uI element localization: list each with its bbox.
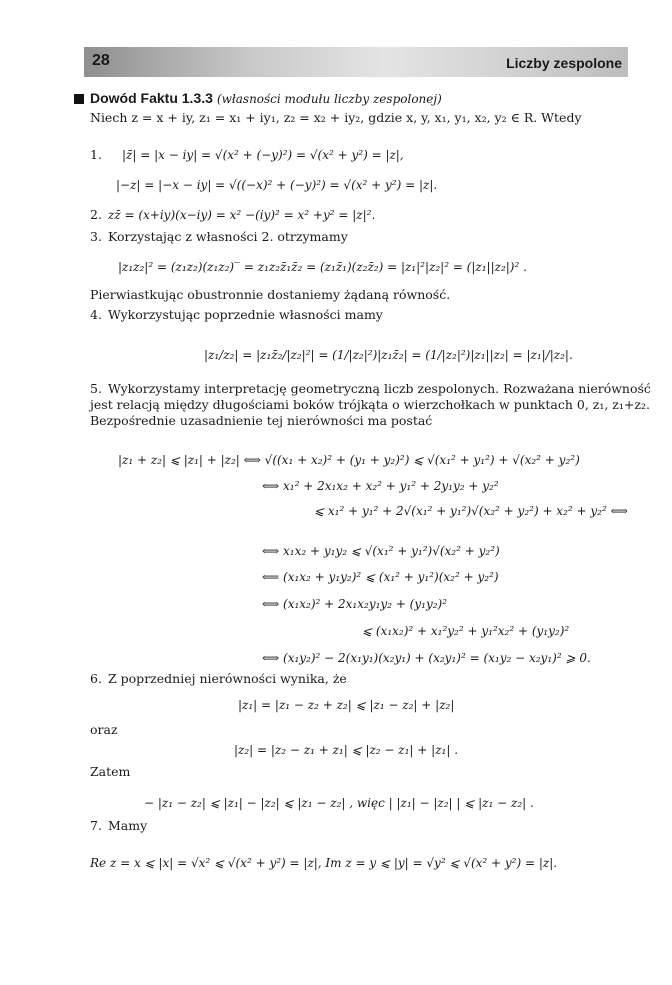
item-number: 5. [90,381,102,396]
equation: |z₁| = |z₁ − z₂ + z₂| ⩽ |z₁ − z₂| + |z₂| [238,698,455,712]
item-number: 1. [90,147,102,162]
proof-title: Dowód Faktu 1.3.3 (własności modułu liczby zespolonej) [90,90,442,106]
item-number: 6. [90,671,102,686]
paragraph: Pierwiastkując obustronnie dostaniemy żądaną równość. [90,287,451,302]
equation: |z₁/z₂| = |z₁z̄₂/|z₂|²| = (1/|z₂|²)|z₁z̄₂| = (1/|z₂|²)|z₁||z₂| = |z₁|/|z₂|. [204,348,573,362]
equation: ⟸ (x₁x₂ + y₁y₂)² ⩽ (x₁² + y₁²)(x₂² + y₂²) [262,570,499,584]
chapter-title: Liczby zespolone [506,55,622,71]
equation: ⟺ (x₁x₂)² + 2x₁x₂y₁y₂ + (y₁y₂)² [262,597,448,611]
paragraph: Wykorzystując poprzednie własności mamy [108,307,383,322]
paragraph: oraz [90,722,118,737]
equation: |z₁z₂|² = (z₁z₂)(z₁z₂)‾ = z₁z₂z̄₁z̄₂ = (z₁z̄₁)(z₂z̄₂) = |z₁|²|z₂|² = (|z₁||z₂|)² . [118,260,527,274]
item-number: 2. [90,207,102,222]
equation: |−z| = |−x − iy| = √((−x)² + (−y)²) = √(x² + y²) = |z|. [116,178,438,192]
page-header [84,47,628,77]
paragraph: Z poprzedniej nierówności wynika, że [108,671,347,686]
intro-line: Niech z = x + iy, z₁ = x₁ + iy₁, z₂ = x₂ + iy₂, gdzie x, y, x₁, y₁, x₂, y₂ ∈ R. Wtedy [90,110,582,125]
equation: ⟺ x₁x₂ + y₁y₂ ⩽ √(x₁² + y₁²)√(x₂² + y₂²) [262,544,500,558]
paragraph: Wykorzystamy interpretację geometryczną liczb zespolonych. Rozważana nierówność [108,381,651,396]
paragraph: jest relacją między długościami boków trójkąta o wierzchołkach w punktach 0, z₁, z₁+z₂. [90,397,650,412]
paragraph: Mamy [108,818,148,833]
item-number: 4. [90,307,102,322]
item-number: 3. [90,229,102,244]
page-number: 28 [92,52,110,69]
item-number: 7. [90,818,102,833]
paragraph: Zatem [90,764,131,779]
paragraph: Korzystając z własności 2. otrzymamy [108,229,348,244]
equation: ⟺ (x₁y₂)² − 2(x₁y₁)(x₂y₁) + (x₂y₁)² = (x₁y₂ − x₂y₁)² ⩾ 0. [262,651,591,665]
paragraph: Bezpośrednie uzasadnienie tej nierówności ma postać [90,413,433,428]
equation: |z₂| = |z₂ − z₁ + z₁| ⩽ |z₂ − z₁| + |z₁| . [234,743,459,757]
equation: Re z = x ⩽ |x| = √x² ⩽ √(x² + y²) = |z|, Im z = y ⩽ |y| = √y² ⩽ √(x² + y²) = |z|. [90,856,558,870]
equation: |z̄| = |x − iy| = √(x² + (−y)²) = √(x² + y²) = |z|, [122,148,404,162]
equation: zz̄ = (x+iy)(x−iy) = x² −(iy)² = x² +y² = |z|². [108,208,376,222]
equation: ⩽ x₁² + y₁² + 2√(x₁² + y₁²)√(x₂² + y₂²) + x₂² + y₂² ⟺ [314,504,628,518]
equation: ⟺ x₁² + 2x₁x₂ + x₂² + y₁² + 2y₁y₂ + y₂² [262,479,499,493]
equation: ⩽ (x₁x₂)² + x₁²y₂² + y₁²x₂² + (y₁y₂)² [362,624,570,638]
equation: |z₁ + z₂| ⩽ |z₁| + |z₂| ⟺ √((x₁ + x₂)² + (y₁ + y₂)²) ⩽ √(x₁² + y₁²) + √(x₂² + y₂²) [118,453,580,467]
equation: − |z₁ − z₂| ⩽ |z₁| − |z₂| ⩽ |z₁ − z₂| , więc | |z₁| − |z₂| | ⩽ |z₁ − z₂| . [144,796,534,810]
proof-square-icon [74,94,84,104]
